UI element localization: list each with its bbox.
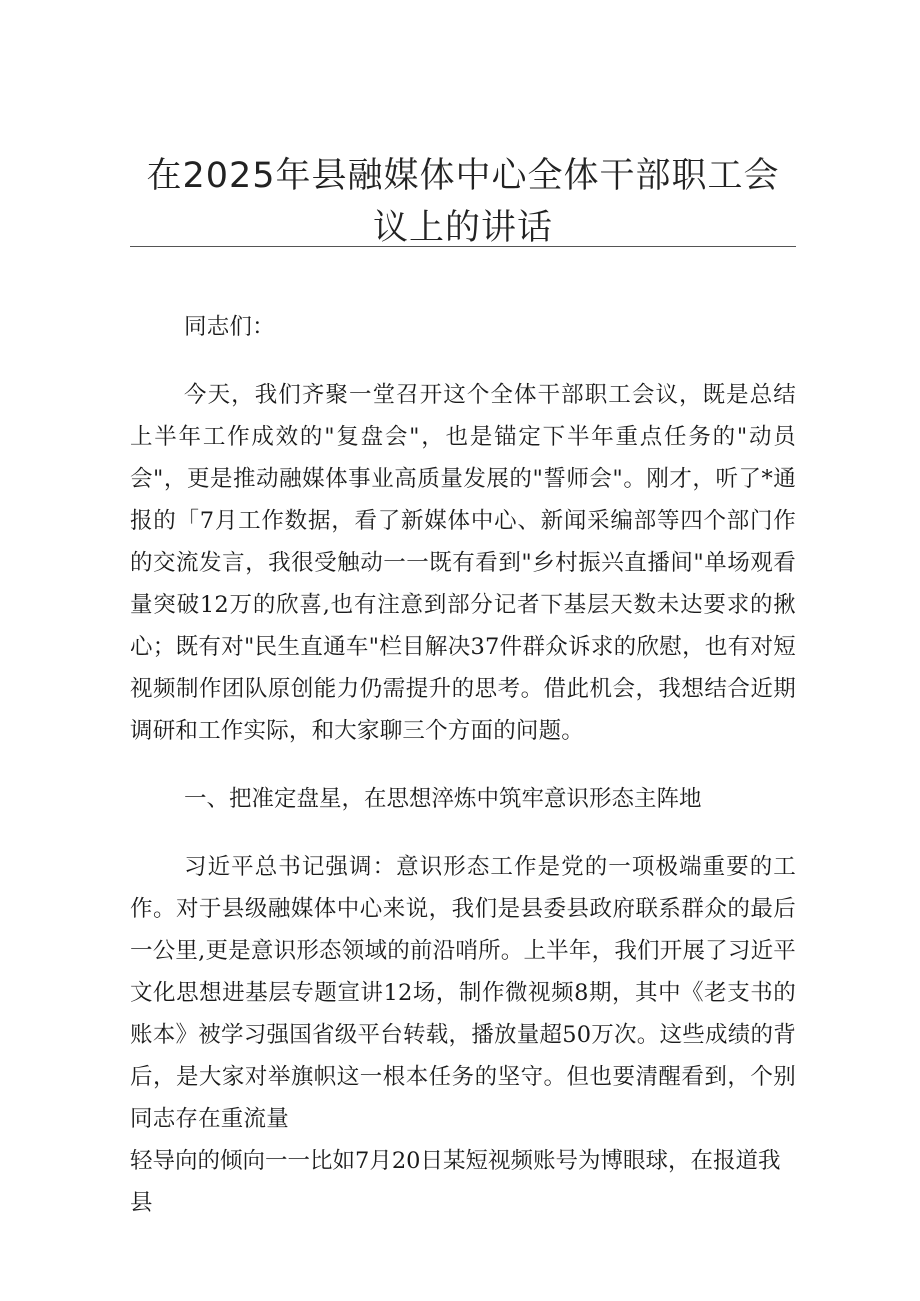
section-heading: 一、把准定盘星，在思想淬炼中筑牢意识形态主阵地 — [184, 786, 702, 812]
document-title: 在2025年县融媒体中心全体干部职工会议上的讲话 — [146, 156, 780, 248]
section-continuation: 轻导向的倾向一一比如7月20日某短视频账号为博眼球，在报道我县 — [130, 1148, 781, 1216]
section-paragraph: 习近平总书记强调：意识形态工作是党的一项极端重要的工作。对于县级融媒体中心来说，我们是县委县政府联系群众的最后一公里,更是意识形态领域的前沿哨所。上半年，我们开展了习近平文化思想进基层专题宣讲12场，制作微视频8期，其中《老支书的账本》被学习强国省级平台转载，播放量超50万次。这些成绩的背后，是大家对举旗帜这一根本任务的坚守。但也要清醒看到，个别同志存在重流量 — [130, 854, 796, 1132]
intro-paragraph: 今天，我们齐聚一堂召开这个全体干部职工会议，既是总结上半年工作成效的"复盘会"，也是锚定下半年重点任务的"动员会"，更是推动融媒体事业高质量发展的"誓师会"。刚才，听了*通报的「7月工作数据，看了新媒体中心、新闻采编部等四个部门作的交流发言，我很受触动一一既有看到"乡村振兴直播间"单场观看量突破12万的欣喜,也有注意到部分记者下基层天数未达要求的揪心；既有对"民生直通车"栏目解决37件群众诉求的欣慰，也有对短视频制作团队原创能力仍需提升的思考。借此机会，我想结合近期调研和工作实际，和大家聊三个方面的问题。 — [130, 382, 796, 744]
title-underline — [130, 246, 796, 247]
document-body — [130, 306, 796, 1224]
greeting: 同志们： — [184, 314, 275, 340]
